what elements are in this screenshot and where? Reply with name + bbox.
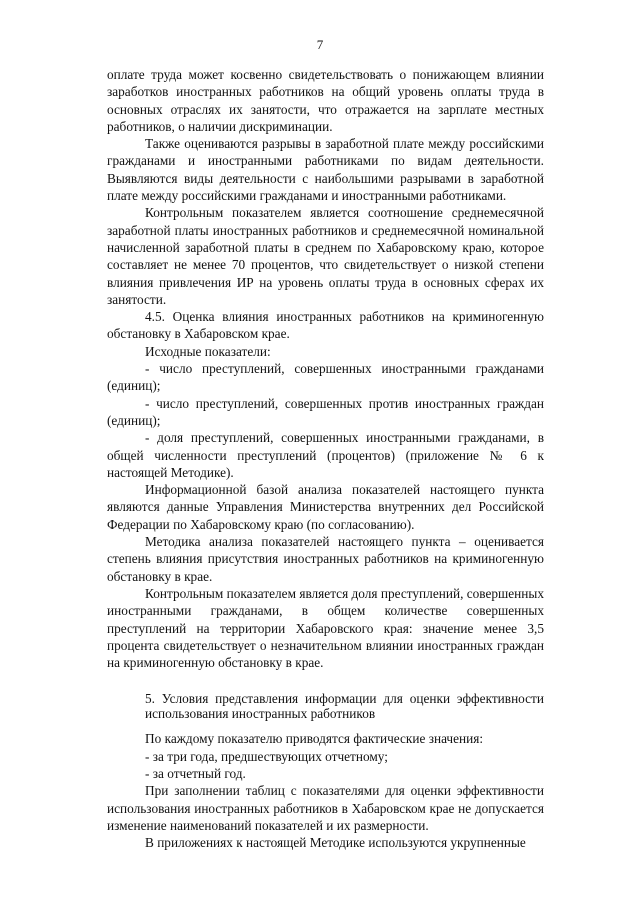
paragraph-wage-control-indicator: Контрольным показателем является соотношение среднемесячной заработной платы иностранных работников и среднемесячной номинальной начисленной заработной платы в среднем по Хабаровскому краю, которое составляет не менее 70 процентов, что свидетельствует о низкой степени влияния привлечения ИР на уровень оплаты труда в основных сферах их занятости. xyxy=(107,205,544,307)
list-item-crimes-by-foreigners: - число преступлений, совершенных иностранными гражданами (единиц); xyxy=(107,361,544,394)
page-number: 7 xyxy=(316,37,324,52)
paragraph-analysis-method: Методика анализа показателей настоящего пункта – оценивается степень влияния присутствия иностранных работников на криминогенную обстановку в крае. xyxy=(107,534,544,584)
paragraph-table-filling-rules: При заполнении таблиц с показателями для оценки эффективности использования иностранных работников в Хабаровском крае не допускается изменение наименований показателей и их размерности. xyxy=(107,783,544,833)
paragraph-appendices: В приложениях к настоящей Методике используются укрупненные xyxy=(145,835,526,851)
paragraph-information-base: Информационной базой анализа показателей настоящего пункта являются данные Управления Министерства внутренних дел Российской Федерации по Хабаровскому краю (по согласованию). xyxy=(107,482,544,532)
list-item-reporting-year: - за отчетный год. xyxy=(145,765,246,781)
subsection-4-5-title: 4.5. Оценка влияния иностранных работников на криминогенную обстановку в Хабаровском крае. xyxy=(107,309,544,342)
paragraph-crime-control-indicator: Контрольным показателем является доля преступлений, совершенных иностранными гражданами, в общем количестве совершенных преступлений на территории Хабаровского края: значение менее 3,5 процента свидетельствует о незначительном влиянии иностранных граждан на криминогенную обстановку в крае. xyxy=(107,585,544,671)
paragraph-initial-indicators: Исходные показатели: xyxy=(145,343,271,359)
paragraph-continuation: оплате труда может косвенно свидетельствовать о понижающем влиянии заработков иностранных работников на общий уровень оплаты труда в основных отраслях их занятости, что отражается на зарплате местных работников, о наличии дискриминации. xyxy=(107,67,544,134)
list-item-crime-share: - доля преступлений, совершенных иностранными гражданами, в общей численности преступлений (процентов) (приложение № 6 к настоящей Методике). xyxy=(107,430,544,480)
list-item-crimes-against-foreigners: - число преступлений, совершенных против иностранных граждан (единиц); xyxy=(107,395,544,428)
document-body xyxy=(107,66,544,851)
paragraph-wage-gaps: Также оцениваются разрывы в заработной плате между российскими гражданами и иностранными работниками по видам деятельности. Выявляются виды деятельности с наибольшими разрывами в заработной плате между российскими гражданами и иностранными работниками. xyxy=(107,136,544,204)
paragraph-actual-values: По каждому показателю приводятся фактические значения: xyxy=(145,731,484,747)
list-item-three-years: - за три года, предшествующих отчетному; xyxy=(145,748,388,764)
section-5-heading: 5. Условия представления информации для оценки эффективности использования иностранных работников xyxy=(145,691,544,722)
